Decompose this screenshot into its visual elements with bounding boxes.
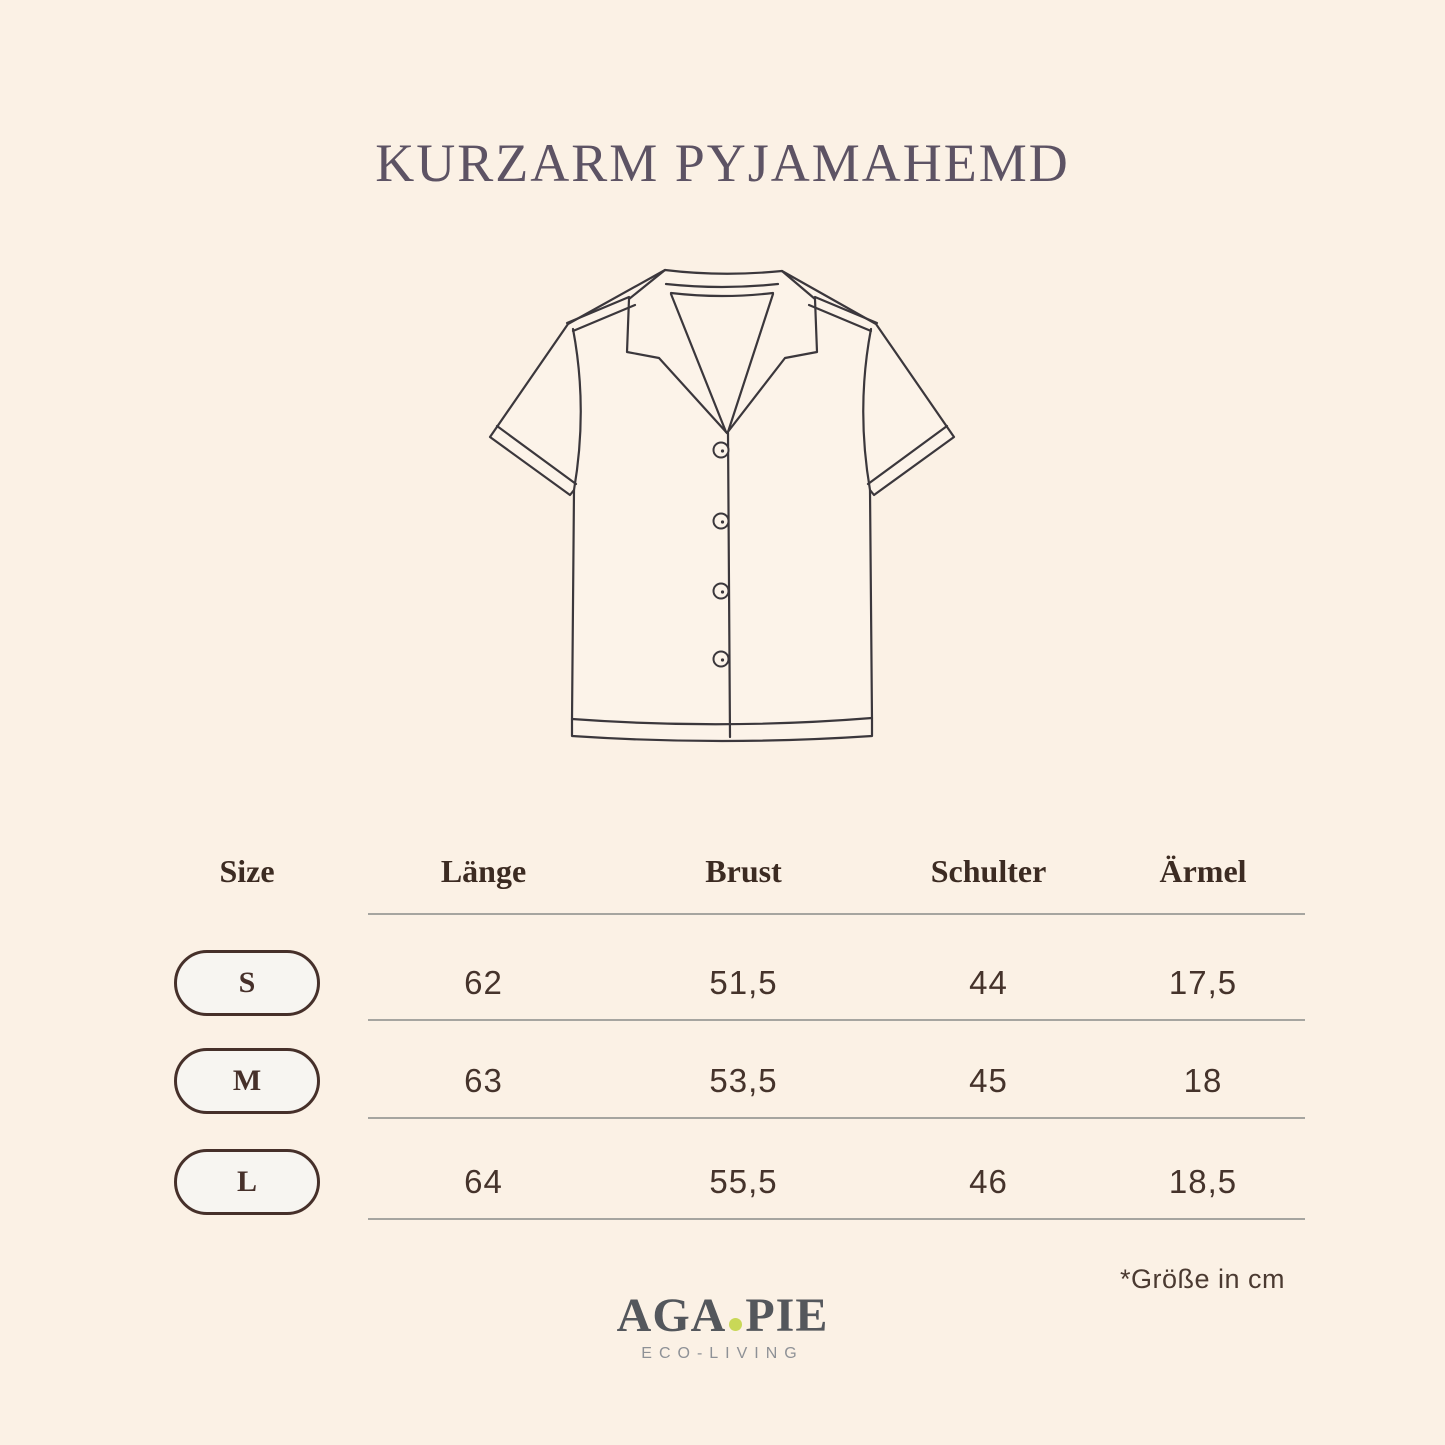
brust-value: 53,5	[709, 1062, 778, 1099]
schulter-value: 44	[969, 964, 1008, 1001]
shirt-line-drawing-icon	[460, 240, 984, 764]
size-table-header	[138, 830, 1305, 913]
brust-value: 51,5	[709, 964, 778, 1001]
column-header-size: Size	[219, 853, 275, 889]
column-header-laenge: Länge	[440, 853, 527, 889]
pajama-shirt-illustration	[460, 240, 984, 764]
column-header-brust: Brust	[705, 853, 782, 889]
column-header-aermel: Ärmel	[1159, 853, 1247, 889]
laenge-value: 63	[464, 1062, 503, 1099]
brand-logo	[0, 1289, 1445, 1363]
brand-name-right: PIE	[745, 1289, 829, 1342]
brand-name	[0, 1289, 1445, 1342]
logo-dot-icon	[729, 1318, 742, 1331]
laenge-value: 62	[464, 964, 503, 1001]
size-badge-s: S	[174, 950, 320, 1016]
aermel-value: 18	[1183, 1062, 1223, 1099]
button-icon	[714, 514, 729, 529]
laenge-value: 64	[464, 1163, 503, 1200]
table-row	[138, 1119, 1305, 1218]
size-badge-l: L	[174, 1149, 320, 1215]
button-icon	[714, 652, 729, 667]
schulter-value: 45	[969, 1062, 1008, 1099]
button-icon	[714, 443, 729, 458]
table-row	[138, 915, 1305, 1019]
brust-value: 55,5	[709, 1163, 778, 1200]
aermel-value: 18,5	[1168, 1163, 1238, 1200]
page-title: KURZARM PYJAMAHEMD	[375, 133, 1070, 193]
size-table	[138, 830, 1305, 1220]
size-badge-m: M	[174, 1048, 320, 1114]
unit-footnote: *Größe in cm	[1119, 1264, 1285, 1294]
aermel-value: 17,5	[1168, 964, 1238, 1001]
button-icon	[714, 584, 729, 599]
table-divider	[368, 1218, 1305, 1220]
brand-tagline: ECO-LIVING	[641, 1345, 804, 1362]
table-row	[138, 1021, 1305, 1117]
schulter-value: 46	[969, 1163, 1008, 1200]
brand-name-left: AGA	[616, 1289, 727, 1342]
column-header-schulter: Schulter	[930, 853, 1047, 889]
